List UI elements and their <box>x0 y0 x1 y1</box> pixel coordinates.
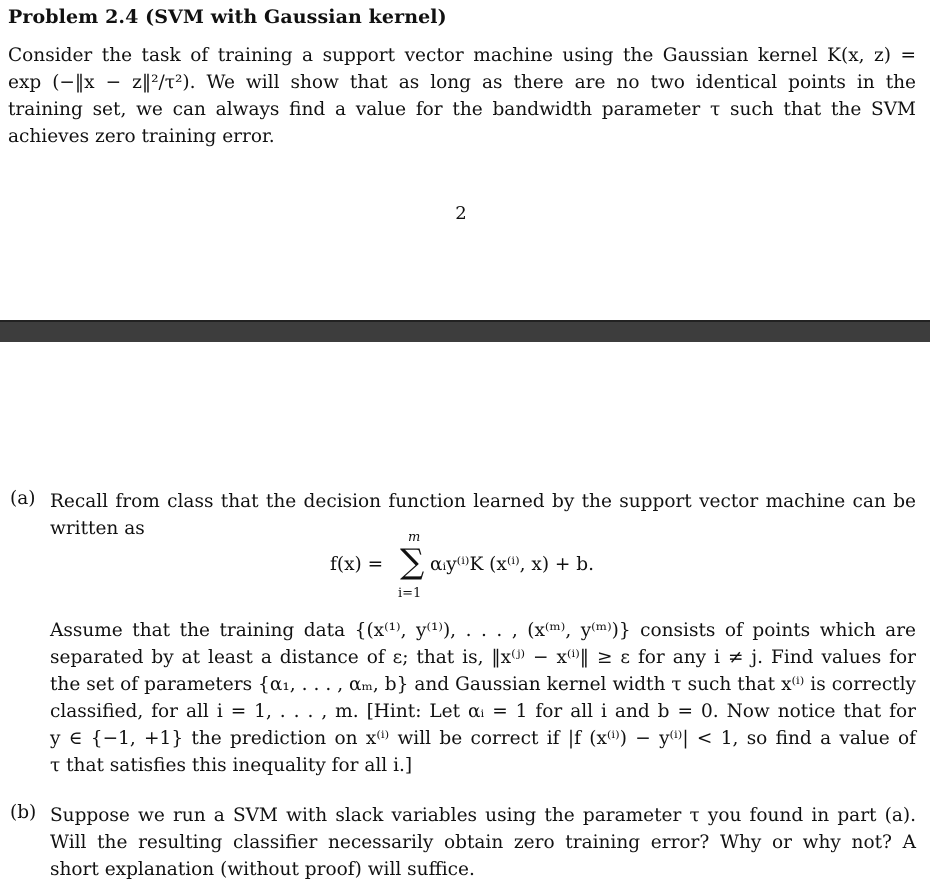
part-a-line: written as <box>50 518 145 539</box>
page-break-divider <box>0 320 930 342</box>
equation-rhs: αᵢy⁽ⁱ⁾K (x⁽ⁱ⁾, x) + b. <box>430 554 595 575</box>
part-a-body <box>50 617 916 779</box>
part-a-line: Assume that the training data {(x⁽¹⁾, y⁽¹⁾), . . . , (x⁽ᵐ⁾, y⁽ᵐ⁾)} consists of points which are <box>50 620 916 641</box>
page-2 <box>0 342 930 889</box>
sum-lower-limit: i=1 <box>398 586 422 601</box>
part-b-line: Will the resulting classifier necessarily obtain zero training error? Why or why not? A <box>50 832 916 853</box>
part-a-line: separated by at least a distance of ε; that is, ‖x⁽ʲ⁾ − x⁽ⁱ⁾‖ ≥ ε for any i ≠ j. Find values for <box>50 647 916 668</box>
part-b-line: short explanation (without proof) will suffice. <box>50 859 475 880</box>
intro-line: Consider the task of training a support vector machine using the Gaussian kernel K(x, z) = <box>8 45 916 66</box>
intro-line: exp (−‖x − z‖²/τ²). We will show that as long as there are no two identical points in the <box>8 72 916 93</box>
part-b-body <box>50 802 916 883</box>
part-a-line: classified, for all i = 1, . . . , m. [Hint: Let αᵢ = 1 for all i and b = 0. Now notice that for <box>50 701 916 722</box>
sum-upper-limit: m <box>408 530 421 545</box>
problem-title: Problem 2.4 (SVM with Gaussian kernel) <box>8 6 447 28</box>
part-b-line: Suppose we run a SVM with slack variables using the parameter τ you found in part (a). <box>50 805 916 826</box>
page-number: 2 <box>455 203 467 224</box>
part-a-line: the set of parameters {α₁, . . . , αₘ, b} and Gaussian kernel width τ such that x⁽ⁱ⁾ is correctly <box>50 674 916 695</box>
part-a-label: (a) <box>10 488 36 509</box>
equation-lhs: f(x) = <box>330 554 384 575</box>
intro-line: training set, we can always find a value for the bandwidth parameter τ such that the SVM <box>8 99 916 120</box>
decision-function-equation <box>330 530 690 604</box>
part-a-line: τ that satisfies this inequality for all i.] <box>50 755 413 776</box>
part-a-line: Recall from class that the decision function learned by the support vector machine can be <box>50 491 916 512</box>
intro-line: achieves zero training error. <box>8 126 275 147</box>
part-a-line: y ∈ {−1, +1} the prediction on x⁽ⁱ⁾ will be correct if |f (x⁽ⁱ⁾) − y⁽ⁱ⁾| < 1, so find a value of <box>50 728 916 749</box>
summation-symbol: ∑ <box>400 542 425 582</box>
part-b-label: (b) <box>10 802 37 823</box>
problem-intro <box>8 42 916 150</box>
part-a-intro <box>50 488 916 542</box>
page-break-edge <box>0 320 930 322</box>
page-1 <box>0 0 930 320</box>
